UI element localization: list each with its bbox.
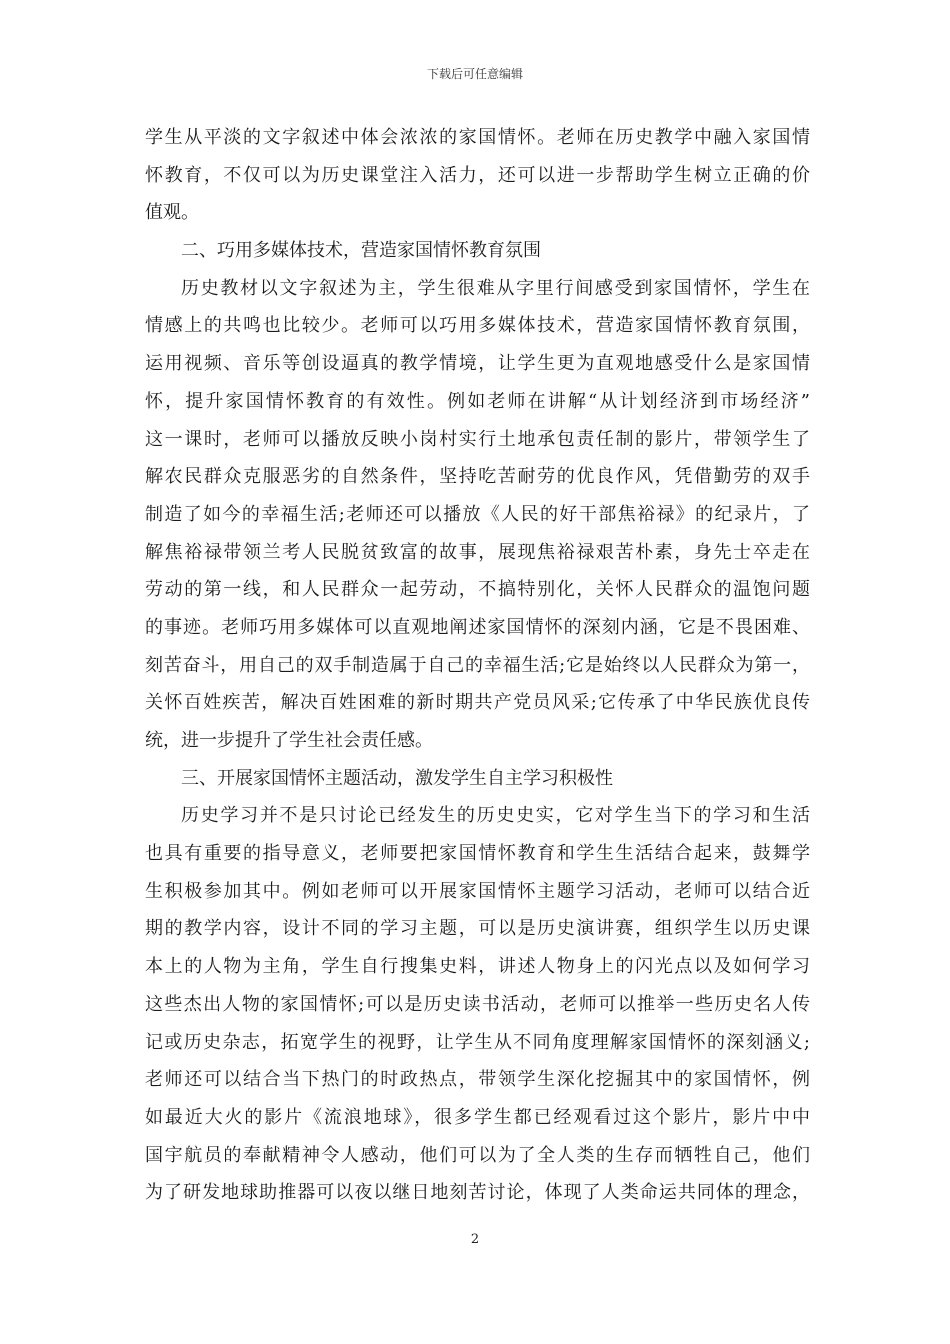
text-line: 刻苦奋斗，用自己的双手制造属于自己的幸福生活;它是始终以人民群众为第一， — [145, 654, 810, 676]
text-line: 情感上的共鸣也比较少。老师可以巧用多媒体技术，营造家国情怀教育氛围， — [145, 315, 810, 337]
text-line: 这些杰出人物的家国情怀;可以是历史读书活动，老师可以推举一些历史名人传 — [145, 993, 810, 1015]
page-number: 2 — [470, 1232, 480, 1247]
section-heading: 二、巧用多媒体技术，营造家国情怀教育氛围 — [181, 240, 541, 262]
text-line: 学生从平淡的文字叙述中体会浓浓的家国情怀。老师在历史教学中融入家国情 — [145, 127, 810, 148]
text-line: 生积极参加其中。例如老师可以开展家国情怀主题学习活动，老师可以结合近 — [145, 880, 810, 902]
text-line: 统，进一步提升了学生社会责任感。 — [145, 730, 433, 751]
text-line: 关怀百姓疾苦，解决百姓困难的新时期共产党员风采;它传承了中华民族优良传 — [145, 692, 810, 714]
text-line: 期的教学内容，设计不同的学习主题，可以是历史演讲赛，组织学生以历史课 — [145, 918, 810, 940]
text-line: 怀，提升家国情怀教育的有效性。例如老师在讲解“从计划经济到市场经济” — [145, 390, 810, 412]
text-line: 怀教育，不仅可以为历史课堂注入活力，还可以进一步帮助学生树立正确的价 — [145, 164, 810, 186]
text-line: 运用视频、音乐等创设逼真的教学情境，让学生更为直观地感受什么是家国情 — [145, 353, 810, 375]
section-heading: 三、开展家国情怀主题活动，激发学生自主学习积极性 — [181, 767, 613, 789]
text-line: 历史学习并不是只讨论已经发生的历史史实，它对学生当下的学习和生活 — [181, 805, 810, 827]
document-body — [145, 119, 810, 1212]
text-line: 本上的人物为主角，学生自行搜集史料，讲述人物身上的闪光点以及如何学习 — [145, 956, 810, 978]
text-line: 制造了如今的幸福生活;老师还可以播放《人民的好干部焦裕禄》的纪录片，了 — [145, 503, 810, 525]
text-line: 解焦裕禄带领兰考人民脱贫致富的故事，展现焦裕禄艰苦朴素，身先士卒走在 — [145, 541, 810, 563]
text-line: 历史教材以文字叙述为主，学生很难从字里行间感受到家国情怀，学生在 — [181, 277, 810, 299]
text-line: 老师还可以结合当下热门的时政热点，带领学生深化挖掘其中的家国情怀，例 — [145, 1069, 810, 1091]
text-line: 劳动的第一线，和人民群众一起劳动，不搞特别化，关怀人民群众的温饱问题 — [145, 579, 810, 601]
text-line: 国宇航员的奉献精神令人感动，他们可以为了全人类的生存而牺牲自己，他们 — [145, 1144, 810, 1166]
text-line: 这一课时，老师可以播放反映小岗村实行土地承包责任制的影片，带领学生了 — [145, 428, 810, 450]
text-line: 如最近大火的影片《流浪地球》，很多学生都已经观看过这个影片，影片中中 — [145, 1106, 810, 1128]
text-line: 记或历史杂志，拓宽学生的视野，让学生从不同角度理解家国情怀的深刻涵义; — [145, 1031, 810, 1053]
text-line: 也具有重要的指导意义，老师要把家国情怀教育和学生生活结合起来，鼓舞学 — [145, 843, 810, 865]
text-line: 为了研发地球助推器可以夜以继日地刻苦讨论，体现了人类命运共同体的理念， — [145, 1182, 810, 1204]
text-line: 值观。 — [145, 202, 199, 224]
text-line: 的事迹。老师巧用多媒体可以直观地阐述家国情怀的深刻内涵，它是不畏困难、 — [145, 616, 810, 638]
page-header: 下载后可任意编辑 — [426, 67, 523, 81]
text-line: 解农民群众克服恶劣的自然条件，坚持吃苦耐劳的优良作风，凭借勤劳的双手 — [145, 466, 810, 488]
